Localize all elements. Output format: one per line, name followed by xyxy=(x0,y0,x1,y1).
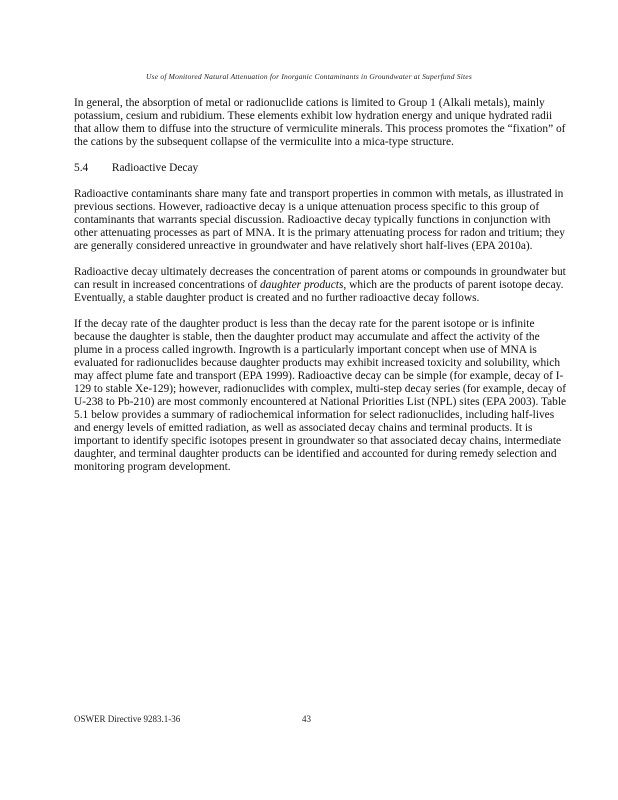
paragraph-decay-products-text-b: , which are the products of parent isotope decay. Eventually, a stable daughter product is created and no further radioactive decay follows. xyxy=(74,279,564,304)
footer-directive: OSWER Directive 9283.1-36 xyxy=(74,714,181,724)
running-header: Use of Monitored Natural Attenuation for Inorganic Contaminants in Groundwater at Superfund Sites xyxy=(146,72,472,81)
paragraph-decay-products-text-a: Radioactive decay ultimately decreases the concentration of parent atoms or compounds in groundwater but can result in increased concentrations of xyxy=(74,266,566,291)
section-heading xyxy=(74,162,570,175)
paragraph-radioactive-contaminants: Radioactive contaminants share many fate and transport properties in common with metals, as illustrated in previous sections. However, radioactive decay is a unique attenuation process specific to this group of contaminants that warrants special discussion. Radioactive decay typically functions in conjunction with other attenuating processes as part of MNA. It is the primary attenuating process for radon and tritium; they are generally considered unreactive in groundwater and have relatively short half-lives (EPA 2010a). xyxy=(74,188,565,252)
section-title: Radioactive Decay xyxy=(111,162,199,174)
section-number: 5.4 xyxy=(74,162,89,174)
page-number: 43 xyxy=(302,714,311,724)
paragraph-decay-products xyxy=(74,266,570,305)
document-body xyxy=(74,97,570,487)
paragraph-ingrowth: If the decay rate of the daughter product is less than the decay rate for the parent isotope or is infinite because the daughter is stable, then the daughter product may accumulate and affect the activity of the plume in a process called ingrowth. Ingrowth is a particularly important concept when use of MNA is evaluated for radionuclides because daughter products may exhibit increased toxicity and solubility, which may affect plume fate and transport (EPA 1999). Radioactive decay can be simple (for example, decay of I-129 to stable Xe-129); however, radionuclides with complex, multi-step decay series (for example, decay of U-238 to Pb-210) are most commonly encountered at National Priorities List (NPL) sites (EPA 2003). Table 5.1 below provides a summary of radiochemical information for select radionuclides, including half-lives and energy levels of emitted radiation, as well as associated decay chains and terminal products. It is important to identify specific isotopes present in groundwater so that associated decay chains, intermediate daughter, and terminal daughter products can be identified and accounted for during remedy selection and monitoring program development. xyxy=(74,318,567,473)
daughter-products-term: daughter products xyxy=(259,279,344,291)
intro-paragraph: In general, the absorption of metal or radionuclide cations is limited to Group 1 (Alkali metals), mainly potassium, cesium and rubidium. These elements exhibit low hydration energy and unique hydrated radii that allow them to diffuse into the structure of vermiculite minerals. This process promotes the “fixation” of the cations by the subsequent collapse of the vermiculite into a mica-type structure. xyxy=(74,97,566,148)
